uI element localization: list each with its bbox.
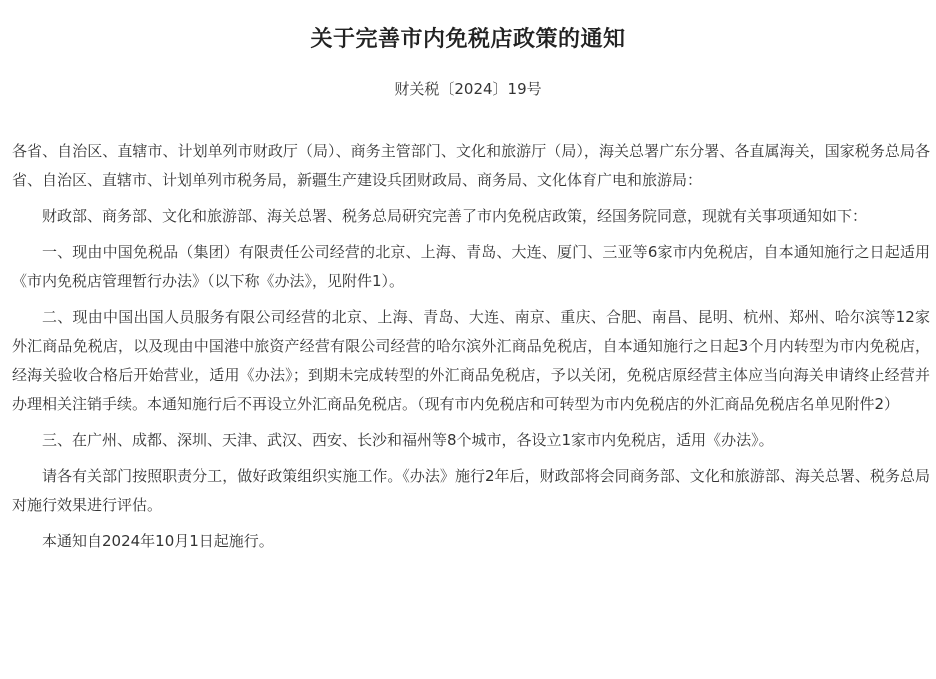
document-body [12, 137, 930, 563]
intro-paragraph: 财政部、商务部、文化和旅游部、海关总署、税务总局研究完善了市内免税店政策，经国务院同意，现就有关事项通知如下： [42, 207, 868, 225]
addressee-paragraph: 各省、自治区、直辖市、计划单列市财政厅（局）、商务主管部门、文化和旅游厅（局），海关总署广东分署、各直属海关，国家税务总局各省、自治区、直辖市、计划单列市税务局，新疆生产建设兵团财政局、商务局、文化体育广电和旅游局： [12, 142, 930, 189]
implementation-paragraph: 请各有关部门按照职责分工，做好政策组织实施工作。《办法》施行2年后，财政部将会同商务部、文化和旅游部、海关总署、税务总局对施行效果进行评估。 [12, 467, 930, 514]
clause-1-paragraph: 一、现由中国免税品（集团）有限责任公司经营的北京、上海、青岛、大连、厦门、三亚等6家市内免税店，自本通知施行之日起适用《市内免税店管理暂行办法》（以下称《办法》，见附件1）。 [12, 243, 930, 290]
document-number: 财关税〔2024〕19号 [394, 80, 542, 98]
document-title: 关于完善市内免税店政策的通知 [310, 27, 626, 52]
clause-3-paragraph: 三、在广州、成都、深圳、天津、武汉、西安、长沙和福州等8个城市，各设立1家市内免税店，适用《办法》。 [42, 431, 774, 449]
effective-date-paragraph: 本通知自2024年10月1日起施行。 [42, 532, 274, 550]
clause-2-paragraph: 二、现由中国出国人员服务有限公司经营的北京、上海、青岛、大连、南京、重庆、合肥、南昌、昆明、杭州、郑州、哈尔滨等12家外汇商品免税店，以及现由中国港中旅资产经营有限公司经营的哈尔滨外汇商品免税店，自本通知施行之日起3个月内转型为市内免税店，经海关验收合格后开始营业，适用《办法》；到期未完成转型的外汇商品免税店，予以关闭，免税店原经营主体应当向海关申请终止经营并办理相关注销手续。本通知施行后不再设立外汇商品免税店。（现有市内免税店和可转型为市内免税店的外汇商品免税店名单见附件2） [12, 308, 930, 413]
